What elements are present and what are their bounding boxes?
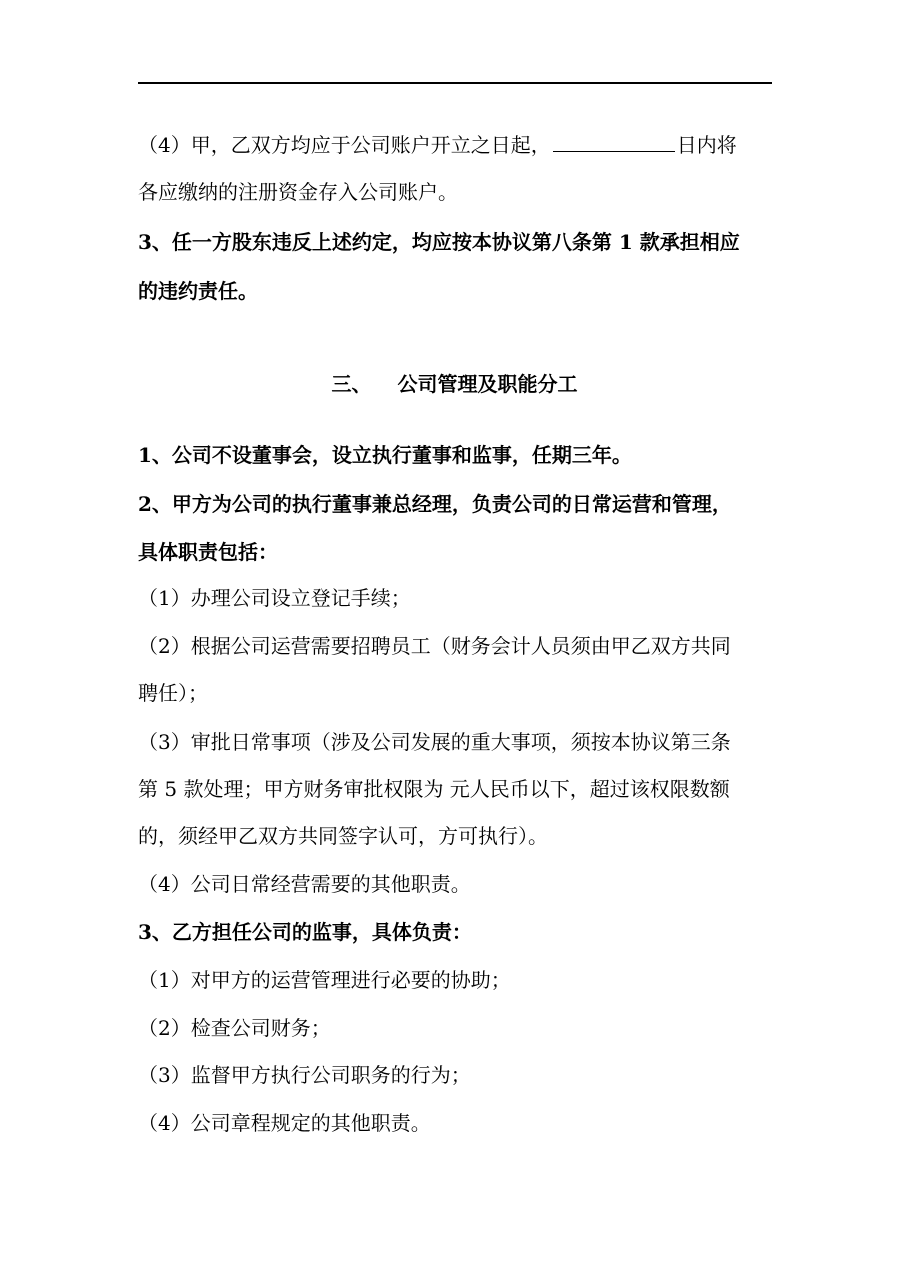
clause-2-item-3-line-2: 第 5 款处理；甲方财务审批权限为 元人民币以下，超过该权限数额 bbox=[138, 777, 730, 801]
clause-2-line-1: 2、甲方为公司的执行董事兼总经理，负责公司的日常运营和管理， bbox=[138, 492, 732, 516]
clause-3: 3、乙方担任公司的监事，具体负责： bbox=[138, 920, 472, 944]
clause-2-item-2-line-1: （2）根据公司运营需要招聘员工（财务会计人员须由甲乙双方共同 bbox=[138, 634, 731, 658]
item-4-line-1 bbox=[138, 132, 778, 158]
clause-3-line-1: 3、任一方股东违反上述约定，均应按本协议第八条第 1 款承担相应 bbox=[138, 230, 740, 254]
clause-2-item-1: （1）办理公司设立登记手续； bbox=[138, 586, 411, 610]
clause-3-item-3: （3）监督甲方执行公司职务的行为； bbox=[138, 1063, 471, 1087]
header-rule bbox=[138, 82, 772, 84]
clause-3-line-2: 的违约责任。 bbox=[138, 279, 258, 303]
item-4-text: （4）甲，乙双方均应于公司账户开立之日起， bbox=[138, 133, 551, 157]
clause-2-line-2: 具体职责包括： bbox=[138, 540, 278, 564]
clause-2-item-2-line-2: 聘任）； bbox=[138, 681, 208, 705]
item-4-line-2: 各应缴纳的注册资金存入公司账户。 bbox=[138, 180, 458, 204]
clause-3-item-1: （1）对甲方的运营管理进行必要的协助； bbox=[138, 968, 511, 992]
item-4-text-end: 日内将 bbox=[676, 133, 737, 157]
clause-3-item-2: （2）检查公司财务； bbox=[138, 1016, 331, 1040]
clause-2-item-3-line-3: 的，须经甲乙双方共同签字认可，方可执行）。 bbox=[138, 824, 548, 848]
section-heading bbox=[0, 371, 909, 397]
section-title: 公司管理及职能分工 bbox=[397, 372, 578, 396]
clause-2-item-4: （4）公司日常经营需要的其他职责。 bbox=[138, 872, 471, 896]
clause-3-item-4: （4）公司章程规定的其他职责。 bbox=[138, 1111, 431, 1135]
fill-in-blank bbox=[553, 133, 675, 152]
clause-1: 1、公司不设董事会，设立执行董事和监事，任期三年。 bbox=[138, 443, 632, 467]
section-number: 三、 bbox=[331, 372, 372, 396]
clause-2-item-3-line-1: （3）审批日常事项（涉及公司发展的重大事项，须按本协议第三条 bbox=[138, 730, 731, 754]
